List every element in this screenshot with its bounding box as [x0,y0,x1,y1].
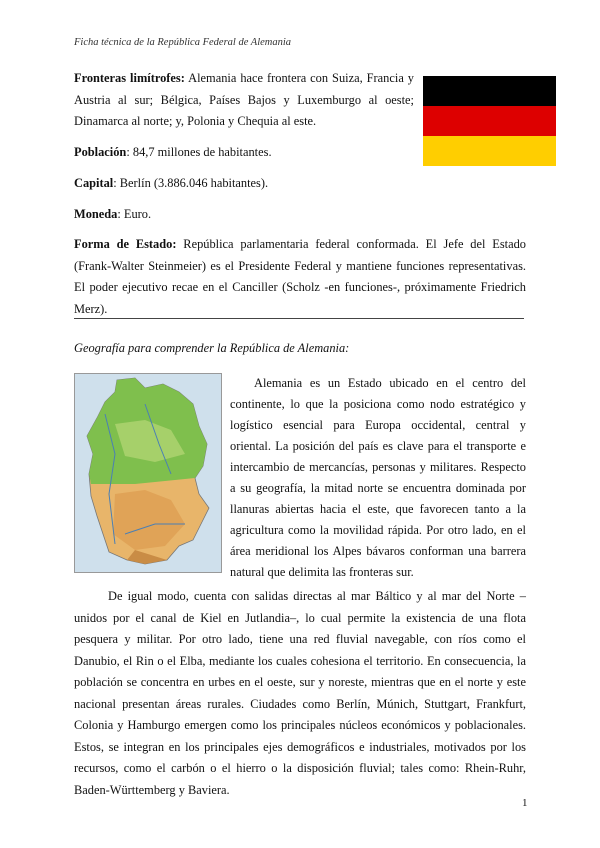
moneda-text: : Euro. [117,207,152,221]
capital-paragraph [74,173,526,195]
page-number: 1 [522,797,528,809]
geografia-title: Geografía para comprender la República de Alemania: [74,341,350,355]
geografia-paragraph-1: Alemania es un Estado ubicado en el centro del continente, lo que la posiciona como nodo estratégico y logístico esencial para Europa occidental, central y oriental. La posición del país es clave para el transporte e intercambio de mercancías, personas y militares. Respecto a su geografía, la mitad norte se encuentra dominada por llanuras abiertas hacia el este, que favorecen tanto a la agricultura como la movilidad rápida. Por otro lado, en el área meridional los Alpes bávaros conforman una barrera natural que delimita las fronteras sur. [230,376,526,579]
capital-text: : Berlín (3.886.046 habitantes). [113,176,269,190]
capital-label: Capital [74,176,114,190]
germany-map-image [74,373,222,573]
page-header: Ficha técnica de la República Federal de Alemania [74,37,292,48]
forma-estado-text: República parlamentaria federal conformada. El Jefe del Estado (Frank-Walter Steinmeier) es el Presidente Federal y mantiene funciones representativas. El poder ejecutivo recae en el Canciller (Scholz -en funciones-, próximamente Friedrich Merz). [74,237,526,316]
forma-estado-label: Forma de Estado: [74,237,177,251]
moneda-label: Moneda [74,207,118,221]
forma-estado-paragraph [74,234,526,320]
flag-stripe-red [423,106,556,136]
fronteras-paragraph [74,68,414,133]
geografia-paragraph-2: De igual modo, cuenta con salidas directas al mar Báltico y al mar del Norte – unidos por el canal de Kiel en Jutlandia–, lo cual permite la existencia de una flota pesquera y militar. Por otro lado, tiene una red fluvial navegable, con ríos como el Danubio, el Rin o el Elba, mediante los cuales cohesiona el territorio. En consecuencia, la población se concentra en urbes en el oeste, sur y noreste, mientras que en el norte y este nacional presentan áreas rurales. Ciudades como Berlín, Múnich, Stuttgart, Frankfurt, Colonia y Hamburgo emergen como los principales núcleos económicos y poblacionales. Estos, se integran en los principales ejes demográficos e industriales, motivados por los recursos, como el carbón o el hierro o la disposición fluvial; tales como: Rhein-Ruhr, Baden-Württemberg y Baviera. [74,589,526,797]
germany-map-svg [75,374,221,572]
section-divider [74,318,524,319]
flag-stripe-black [423,76,556,106]
poblacion-paragraph [74,142,526,164]
moneda-paragraph [74,204,526,226]
poblacion-label: Población [74,145,127,159]
poblacion-text: : 84,7 millones de habitantes. [126,145,272,159]
fronteras-label: Fronteras limítrofes: [74,71,185,85]
fronteras-text: Alemania hace frontera con Suiza, Francia y Austria al sur; Bélgica, Países Bajos y Luxemburgo al oeste; Dinamarca al norte; y, Polonia y Chequia al este. [74,71,414,128]
